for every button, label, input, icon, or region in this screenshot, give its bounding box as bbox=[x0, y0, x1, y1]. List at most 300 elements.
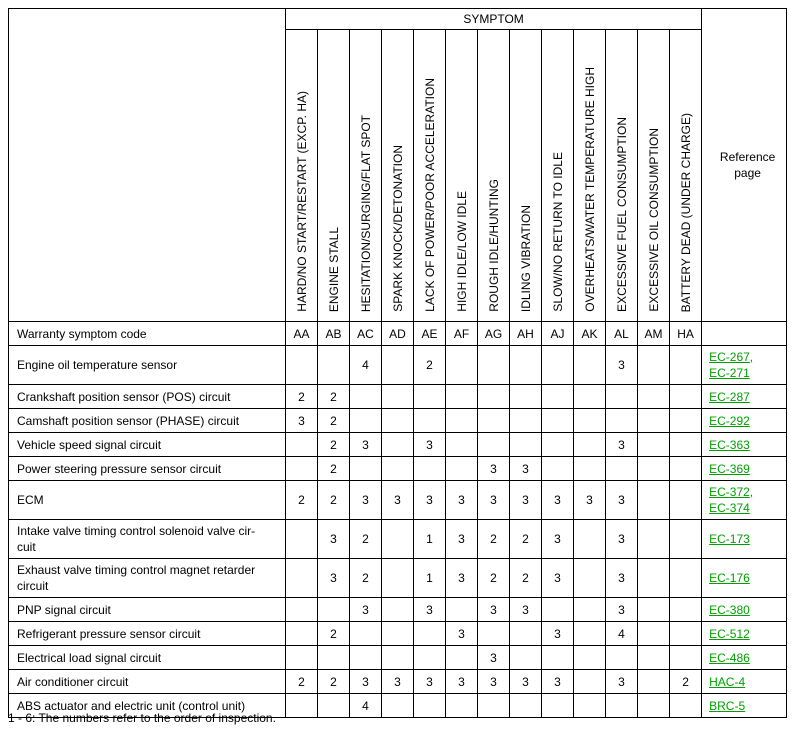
inspection-order-cell bbox=[542, 457, 574, 481]
reference-link[interactable] bbox=[709, 461, 786, 477]
row-label-line: Air conditioner circuit bbox=[17, 674, 129, 689]
inspection-order-cell bbox=[542, 346, 574, 385]
inspection-order-cell: 3 bbox=[542, 520, 574, 559]
inspection-order-cell bbox=[542, 385, 574, 409]
inspection-order-cell bbox=[670, 457, 702, 481]
reference-page-cell bbox=[702, 481, 787, 520]
reference-link-text: EC-176 bbox=[709, 571, 750, 585]
symptom-name: HIGH IDLE/LOW IDLE bbox=[454, 191, 469, 312]
inspection-order-cell: 3 bbox=[382, 670, 414, 694]
row-label bbox=[9, 622, 286, 646]
inspection-order-cell bbox=[382, 433, 414, 457]
inspection-order-cell: 3 bbox=[414, 598, 446, 622]
inspection-order-cell bbox=[286, 598, 318, 622]
reference-link[interactable] bbox=[709, 484, 786, 500]
inspection-order-cell bbox=[574, 670, 606, 694]
inspection-order-cell bbox=[478, 409, 510, 433]
symptom-name: IDLING VIBRATION bbox=[518, 204, 533, 312]
inspection-order-cell: 3 bbox=[606, 598, 638, 622]
inspection-order-cell bbox=[478, 385, 510, 409]
inspection-order-cell bbox=[574, 646, 606, 670]
inspection-order-cell: 2 bbox=[478, 520, 510, 559]
symptom-group-title: SYMPTOM bbox=[286, 9, 702, 30]
inspection-order-cell bbox=[414, 385, 446, 409]
symptom-header bbox=[542, 30, 574, 322]
symptom-name: BATTERY DEAD (UNDER CHARGE) bbox=[678, 112, 693, 312]
inspection-order-cell bbox=[638, 622, 670, 646]
symptom-title-row bbox=[9, 9, 787, 30]
inspection-order-cell bbox=[606, 646, 638, 670]
reference-link[interactable] bbox=[709, 389, 786, 405]
inspection-order-cell: 3 bbox=[542, 622, 574, 646]
inspection-order-cell: 3 bbox=[446, 481, 478, 520]
inspection-order-cell bbox=[478, 694, 510, 718]
inspection-order-cell bbox=[638, 481, 670, 520]
reference-link[interactable] bbox=[709, 365, 786, 381]
table-row bbox=[9, 520, 787, 559]
row-label-line: ECM bbox=[17, 493, 44, 507]
reference-link[interactable] bbox=[709, 698, 786, 714]
inspection-order-cell bbox=[510, 646, 542, 670]
inspection-order-cell: 3 bbox=[478, 646, 510, 670]
inspection-order-cell: 2 bbox=[286, 385, 318, 409]
table-row bbox=[9, 622, 787, 646]
inspection-order-cell bbox=[382, 694, 414, 718]
row-label bbox=[9, 457, 286, 481]
inspection-order-cell: 3 bbox=[542, 481, 574, 520]
row-label bbox=[9, 520, 286, 559]
inspection-order-cell bbox=[542, 598, 574, 622]
inspection-order-cell bbox=[286, 646, 318, 670]
inspection-order-cell: 2 bbox=[510, 520, 542, 559]
inspection-order-cell bbox=[350, 622, 382, 646]
reference-link[interactable] bbox=[709, 531, 786, 547]
inspection-order-cell: 3 bbox=[414, 433, 446, 457]
warranty-code: AH bbox=[510, 322, 542, 346]
inspection-order-cell bbox=[638, 598, 670, 622]
inspection-order-cell: 3 bbox=[606, 520, 638, 559]
footnote: 1 - 6: The numbers refer to the order of inspection. bbox=[8, 711, 276, 725]
inspection-order-cell: 3 bbox=[510, 457, 542, 481]
inspection-order-cell bbox=[318, 646, 350, 670]
row-label-line: Crankshaft position sensor (POS) circuit bbox=[17, 389, 231, 404]
inspection-order-cell bbox=[670, 520, 702, 559]
reference-link-text: EC-287 bbox=[709, 389, 750, 404]
reference-link-text: EC-173 bbox=[709, 532, 750, 546]
warranty-code-row bbox=[9, 322, 787, 346]
row-label bbox=[9, 385, 286, 409]
warranty-code: AF bbox=[446, 322, 478, 346]
inspection-order-cell bbox=[574, 385, 606, 409]
inspection-order-cell bbox=[318, 598, 350, 622]
reference-link[interactable] bbox=[709, 570, 786, 586]
warranty-code: HA bbox=[670, 322, 702, 346]
reference-page-cell bbox=[702, 409, 787, 433]
inspection-order-cell bbox=[574, 457, 606, 481]
table-row bbox=[9, 346, 787, 385]
reference-separator: , bbox=[749, 350, 754, 364]
reference-link-text: EC-374 bbox=[709, 501, 750, 515]
inspection-order-cell bbox=[478, 433, 510, 457]
reference-header-line: Reference bbox=[719, 150, 776, 164]
inspection-order-cell bbox=[446, 598, 478, 622]
inspection-order-cell bbox=[638, 520, 670, 559]
reference-link-text: BRC-5 bbox=[709, 698, 746, 713]
inspection-order-cell bbox=[382, 409, 414, 433]
inspection-order-cell: 3 bbox=[606, 559, 638, 598]
warranty-code: AE bbox=[414, 322, 446, 346]
warranty-code: AA bbox=[286, 322, 318, 346]
inspection-order-cell bbox=[286, 622, 318, 646]
inspection-order-cell bbox=[446, 346, 478, 385]
inspection-order-cell bbox=[510, 409, 542, 433]
inspection-order-cell bbox=[574, 694, 606, 718]
inspection-order-cell bbox=[606, 409, 638, 433]
reference-page-cell bbox=[702, 670, 787, 694]
inspection-order-cell: 3 bbox=[606, 346, 638, 385]
inspection-order-cell: 3 bbox=[478, 598, 510, 622]
reference-link-text: EC-292 bbox=[709, 413, 750, 428]
table-row bbox=[9, 433, 787, 457]
reference-link-text: HAC-4 bbox=[709, 674, 746, 689]
inspection-order-cell bbox=[286, 694, 318, 718]
inspection-order-cell bbox=[414, 622, 446, 646]
inspection-order-cell bbox=[318, 346, 350, 385]
warranty-ref-empty bbox=[702, 322, 787, 346]
row-label-line: ABS actuator and electric unit (control unit) bbox=[17, 698, 246, 713]
reference-link[interactable] bbox=[709, 437, 786, 453]
row-label-line: Camshaft position sensor (PHASE) circuit bbox=[17, 413, 240, 428]
inspection-order-cell: 3 bbox=[542, 559, 574, 598]
inspection-order-cell bbox=[414, 457, 446, 481]
inspection-order-cell bbox=[670, 559, 702, 598]
inspection-order-cell bbox=[574, 409, 606, 433]
reference-page-cell bbox=[702, 385, 787, 409]
inspection-order-cell: 3 bbox=[350, 670, 382, 694]
inspection-order-cell bbox=[638, 694, 670, 718]
symptom-name: SPARK KNOCK/DETONATION bbox=[390, 145, 405, 312]
reference-link[interactable] bbox=[709, 602, 786, 618]
inspection-order-cell bbox=[638, 670, 670, 694]
inspection-order-cell bbox=[382, 598, 414, 622]
inspection-order-cell: 3 bbox=[350, 598, 382, 622]
symptom-name: EXCESSIVE OIL CONSUMPTION bbox=[646, 128, 661, 312]
inspection-order-cell: 3 bbox=[446, 520, 478, 559]
inspection-order-cell bbox=[670, 622, 702, 646]
symptom-header bbox=[382, 30, 414, 322]
inspection-order-cell: 2 bbox=[318, 409, 350, 433]
row-label bbox=[9, 346, 286, 385]
inspection-order-cell bbox=[574, 622, 606, 646]
table-row bbox=[9, 646, 787, 670]
reference-page-cell bbox=[702, 646, 787, 670]
symptom-name: ENGINE STALL bbox=[326, 226, 341, 312]
inspection-order-cell bbox=[318, 694, 350, 718]
symptom-name: HESITATION/SURGING/FLAT SPOT bbox=[358, 114, 373, 312]
row-label bbox=[9, 409, 286, 433]
inspection-order-cell: 3 bbox=[414, 670, 446, 694]
symptom-header bbox=[606, 30, 638, 322]
inspection-order-cell bbox=[286, 457, 318, 481]
warranty-code: AJ bbox=[542, 322, 574, 346]
row-label-line: Engine oil temperature sensor bbox=[17, 358, 178, 372]
inspection-order-cell bbox=[510, 385, 542, 409]
reference-link-text: EC-369 bbox=[709, 461, 750, 476]
row-label bbox=[9, 433, 286, 457]
inspection-order-cell bbox=[670, 598, 702, 622]
warranty-code: AC bbox=[350, 322, 382, 346]
inspection-order-cell bbox=[286, 433, 318, 457]
inspection-order-cell: 3 bbox=[478, 457, 510, 481]
row-label-line: Electrical load signal circuit bbox=[17, 650, 162, 665]
warranty-code: AG bbox=[478, 322, 510, 346]
inspection-order-cell: 3 bbox=[446, 622, 478, 646]
inspection-order-cell bbox=[542, 694, 574, 718]
inspection-order-cell bbox=[638, 346, 670, 385]
row-label bbox=[9, 670, 286, 694]
inspection-order-cell bbox=[574, 559, 606, 598]
inspection-order-cell: 3 bbox=[606, 670, 638, 694]
reference-link-text: EC-512 bbox=[709, 626, 750, 641]
inspection-order-cell: 2 bbox=[318, 457, 350, 481]
symptom-header bbox=[318, 30, 350, 322]
inspection-order-cell bbox=[350, 457, 382, 481]
inspection-order-cell: 2 bbox=[318, 481, 350, 520]
inspection-order-cell bbox=[542, 433, 574, 457]
symptom-header bbox=[478, 30, 510, 322]
symptom-table bbox=[8, 8, 787, 718]
inspection-order-cell bbox=[382, 646, 414, 670]
inspection-order-cell bbox=[478, 346, 510, 385]
inspection-order-cell: 2 bbox=[318, 670, 350, 694]
symptom-name: EXCESSIVE FUEL CONSUMPTION bbox=[614, 117, 629, 312]
reference-page-cell bbox=[702, 457, 787, 481]
row-label-line: Exhaust valve timing control magnet retarder bbox=[17, 563, 256, 577]
inspection-order-cell bbox=[446, 457, 478, 481]
inspection-order-cell: 3 bbox=[414, 481, 446, 520]
inspection-order-cell bbox=[382, 385, 414, 409]
inspection-order-cell bbox=[574, 346, 606, 385]
reference-link-text: EC-267 bbox=[709, 350, 750, 364]
inspection-order-cell bbox=[574, 433, 606, 457]
reference-link[interactable] bbox=[709, 500, 786, 516]
table-row bbox=[9, 409, 787, 433]
table-row bbox=[9, 385, 787, 409]
inspection-order-cell: 3 bbox=[574, 481, 606, 520]
row-label-line: Refrigerant pressure sensor circuit bbox=[17, 626, 201, 641]
reference-link[interactable] bbox=[709, 626, 786, 642]
reference-page-cell bbox=[702, 520, 787, 559]
reference-link-text: EC-380 bbox=[709, 602, 750, 617]
symptom-name: HARD/NO START/RESTART (EXCP. HA) bbox=[294, 91, 309, 312]
symptom-header bbox=[414, 30, 446, 322]
inspection-order-cell bbox=[382, 559, 414, 598]
row-label bbox=[9, 559, 286, 598]
inspection-order-cell bbox=[382, 520, 414, 559]
inspection-order-cell: 3 bbox=[606, 481, 638, 520]
reference-link[interactable] bbox=[709, 349, 786, 365]
inspection-order-cell bbox=[286, 559, 318, 598]
inspection-order-cell: 2 bbox=[318, 385, 350, 409]
reference-link-text: EC-486 bbox=[709, 650, 750, 665]
table-row bbox=[9, 670, 787, 694]
symptom-header bbox=[574, 30, 606, 322]
inspection-order-cell bbox=[382, 457, 414, 481]
inspection-order-cell: 3 bbox=[606, 433, 638, 457]
symptom-header bbox=[350, 30, 382, 322]
inspection-order-cell: 2 bbox=[318, 433, 350, 457]
inspection-order-cell bbox=[606, 457, 638, 481]
symptom-name: ROUGH IDLE/HUNTING bbox=[486, 179, 501, 312]
symptom-header bbox=[446, 30, 478, 322]
reference-page-cell bbox=[702, 559, 787, 598]
inspection-order-cell: 3 bbox=[382, 481, 414, 520]
inspection-order-cell: 3 bbox=[478, 481, 510, 520]
inspection-order-cell: 1 bbox=[414, 520, 446, 559]
symptom-header bbox=[638, 30, 670, 322]
warranty-code: AB bbox=[318, 322, 350, 346]
table-row bbox=[9, 559, 787, 598]
reference-link[interactable] bbox=[709, 413, 786, 429]
inspection-order-cell bbox=[478, 622, 510, 646]
reference-separator: , bbox=[749, 485, 754, 499]
inspection-order-cell bbox=[606, 385, 638, 409]
inspection-order-cell: 2 bbox=[286, 670, 318, 694]
reference-page-header bbox=[702, 9, 787, 322]
inspection-order-cell: 4 bbox=[350, 694, 382, 718]
inspection-order-cell: 3 bbox=[350, 481, 382, 520]
inspection-order-cell bbox=[638, 433, 670, 457]
warranty-code: AL bbox=[606, 322, 638, 346]
inspection-order-cell bbox=[414, 694, 446, 718]
inspection-order-cell bbox=[670, 694, 702, 718]
inspection-order-cell bbox=[414, 409, 446, 433]
inspection-order-cell: 2 bbox=[350, 520, 382, 559]
inspection-order-cell bbox=[446, 409, 478, 433]
inspection-order-cell bbox=[350, 409, 382, 433]
header-corner bbox=[9, 9, 286, 322]
warranty-row-label: Warranty symptom code bbox=[9, 322, 286, 346]
inspection-order-cell bbox=[670, 481, 702, 520]
inspection-order-cell: 2 bbox=[286, 481, 318, 520]
reference-link-text: EC-363 bbox=[709, 437, 750, 452]
inspection-order-cell: 3 bbox=[542, 670, 574, 694]
inspection-order-cell bbox=[350, 646, 382, 670]
inspection-order-cell bbox=[446, 385, 478, 409]
reference-link[interactable] bbox=[709, 650, 786, 666]
inspection-order-cell bbox=[638, 385, 670, 409]
inspection-order-cell: 3 bbox=[478, 670, 510, 694]
inspection-order-cell: 2 bbox=[670, 670, 702, 694]
row-label-line: circuit bbox=[17, 579, 49, 593]
row-label-line: Power steering pressure sensor circuit bbox=[17, 461, 222, 476]
inspection-order-cell bbox=[510, 433, 542, 457]
inspection-order-cell: 3 bbox=[510, 481, 542, 520]
inspection-order-cell: 3 bbox=[350, 433, 382, 457]
inspection-order-cell: 2 bbox=[478, 559, 510, 598]
inspection-order-cell bbox=[510, 346, 542, 385]
reference-link-text: EC-372 bbox=[709, 485, 750, 499]
inspection-order-cell: 3 bbox=[510, 670, 542, 694]
inspection-order-cell: 3 bbox=[446, 559, 478, 598]
inspection-order-cell: 2 bbox=[350, 559, 382, 598]
reference-page-cell bbox=[702, 694, 787, 718]
warranty-code: AD bbox=[382, 322, 414, 346]
warranty-code: AM bbox=[638, 322, 670, 346]
reference-page-cell bbox=[702, 598, 787, 622]
row-label bbox=[9, 481, 286, 520]
row-label-line: Intake valve timing control solenoid valve cir- bbox=[17, 524, 256, 538]
inspection-order-cell bbox=[446, 694, 478, 718]
inspection-order-cell bbox=[638, 457, 670, 481]
row-label bbox=[9, 646, 286, 670]
symptom-header bbox=[510, 30, 542, 322]
symptom-header bbox=[670, 30, 702, 322]
inspection-order-cell bbox=[446, 646, 478, 670]
inspection-order-cell: 3 bbox=[318, 559, 350, 598]
reference-link[interactable] bbox=[709, 674, 786, 690]
reference-page-cell bbox=[702, 346, 787, 385]
inspection-order-cell: 4 bbox=[606, 622, 638, 646]
inspection-order-cell bbox=[286, 520, 318, 559]
row-label-line: cuit bbox=[17, 540, 36, 554]
inspection-order-cell bbox=[574, 520, 606, 559]
inspection-order-cell: 3 bbox=[510, 598, 542, 622]
inspection-order-cell bbox=[350, 385, 382, 409]
inspection-order-cell bbox=[638, 646, 670, 670]
inspection-order-cell: 2 bbox=[510, 559, 542, 598]
inspection-order-cell: 4 bbox=[350, 346, 382, 385]
row-label-line: Vehicle speed signal circuit bbox=[17, 437, 162, 452]
inspection-order-cell bbox=[542, 409, 574, 433]
inspection-order-cell: 3 bbox=[286, 409, 318, 433]
inspection-order-cell bbox=[638, 409, 670, 433]
inspection-order-cell bbox=[446, 433, 478, 457]
symptom-name: SLOW/NO RETURN TO IDLE bbox=[550, 152, 565, 312]
inspection-order-cell bbox=[382, 346, 414, 385]
symptom-name: LACK OF POWER/POOR ACCELERATION bbox=[422, 78, 437, 312]
inspection-order-cell: 2 bbox=[414, 346, 446, 385]
inspection-order-cell bbox=[510, 622, 542, 646]
inspection-order-cell: 3 bbox=[446, 670, 478, 694]
inspection-order-cell: 3 bbox=[318, 520, 350, 559]
reference-page-cell bbox=[702, 433, 787, 457]
inspection-order-cell bbox=[510, 694, 542, 718]
row-label bbox=[9, 598, 286, 622]
inspection-order-cell bbox=[670, 646, 702, 670]
reference-link-text: EC-271 bbox=[709, 366, 750, 380]
inspection-order-cell bbox=[286, 346, 318, 385]
inspection-order-cell: 1 bbox=[414, 559, 446, 598]
reference-page-cell bbox=[702, 622, 787, 646]
inspection-order-cell: 2 bbox=[318, 622, 350, 646]
inspection-order-cell bbox=[670, 385, 702, 409]
inspection-order-cell bbox=[670, 409, 702, 433]
reference-header-line: page bbox=[734, 166, 761, 180]
table-row bbox=[9, 457, 787, 481]
inspection-order-cell bbox=[670, 346, 702, 385]
inspection-order-cell bbox=[574, 598, 606, 622]
symptom-header bbox=[286, 30, 318, 322]
symptom-name: OVERHEATS/WATER TEMPERATURE HIGH bbox=[582, 67, 597, 312]
warranty-code: AK bbox=[574, 322, 606, 346]
inspection-order-cell bbox=[606, 694, 638, 718]
inspection-order-cell bbox=[670, 433, 702, 457]
table-row bbox=[9, 598, 787, 622]
inspection-order-cell bbox=[542, 646, 574, 670]
inspection-order-cell bbox=[638, 559, 670, 598]
row-label-line: PNP signal circuit bbox=[17, 602, 111, 617]
